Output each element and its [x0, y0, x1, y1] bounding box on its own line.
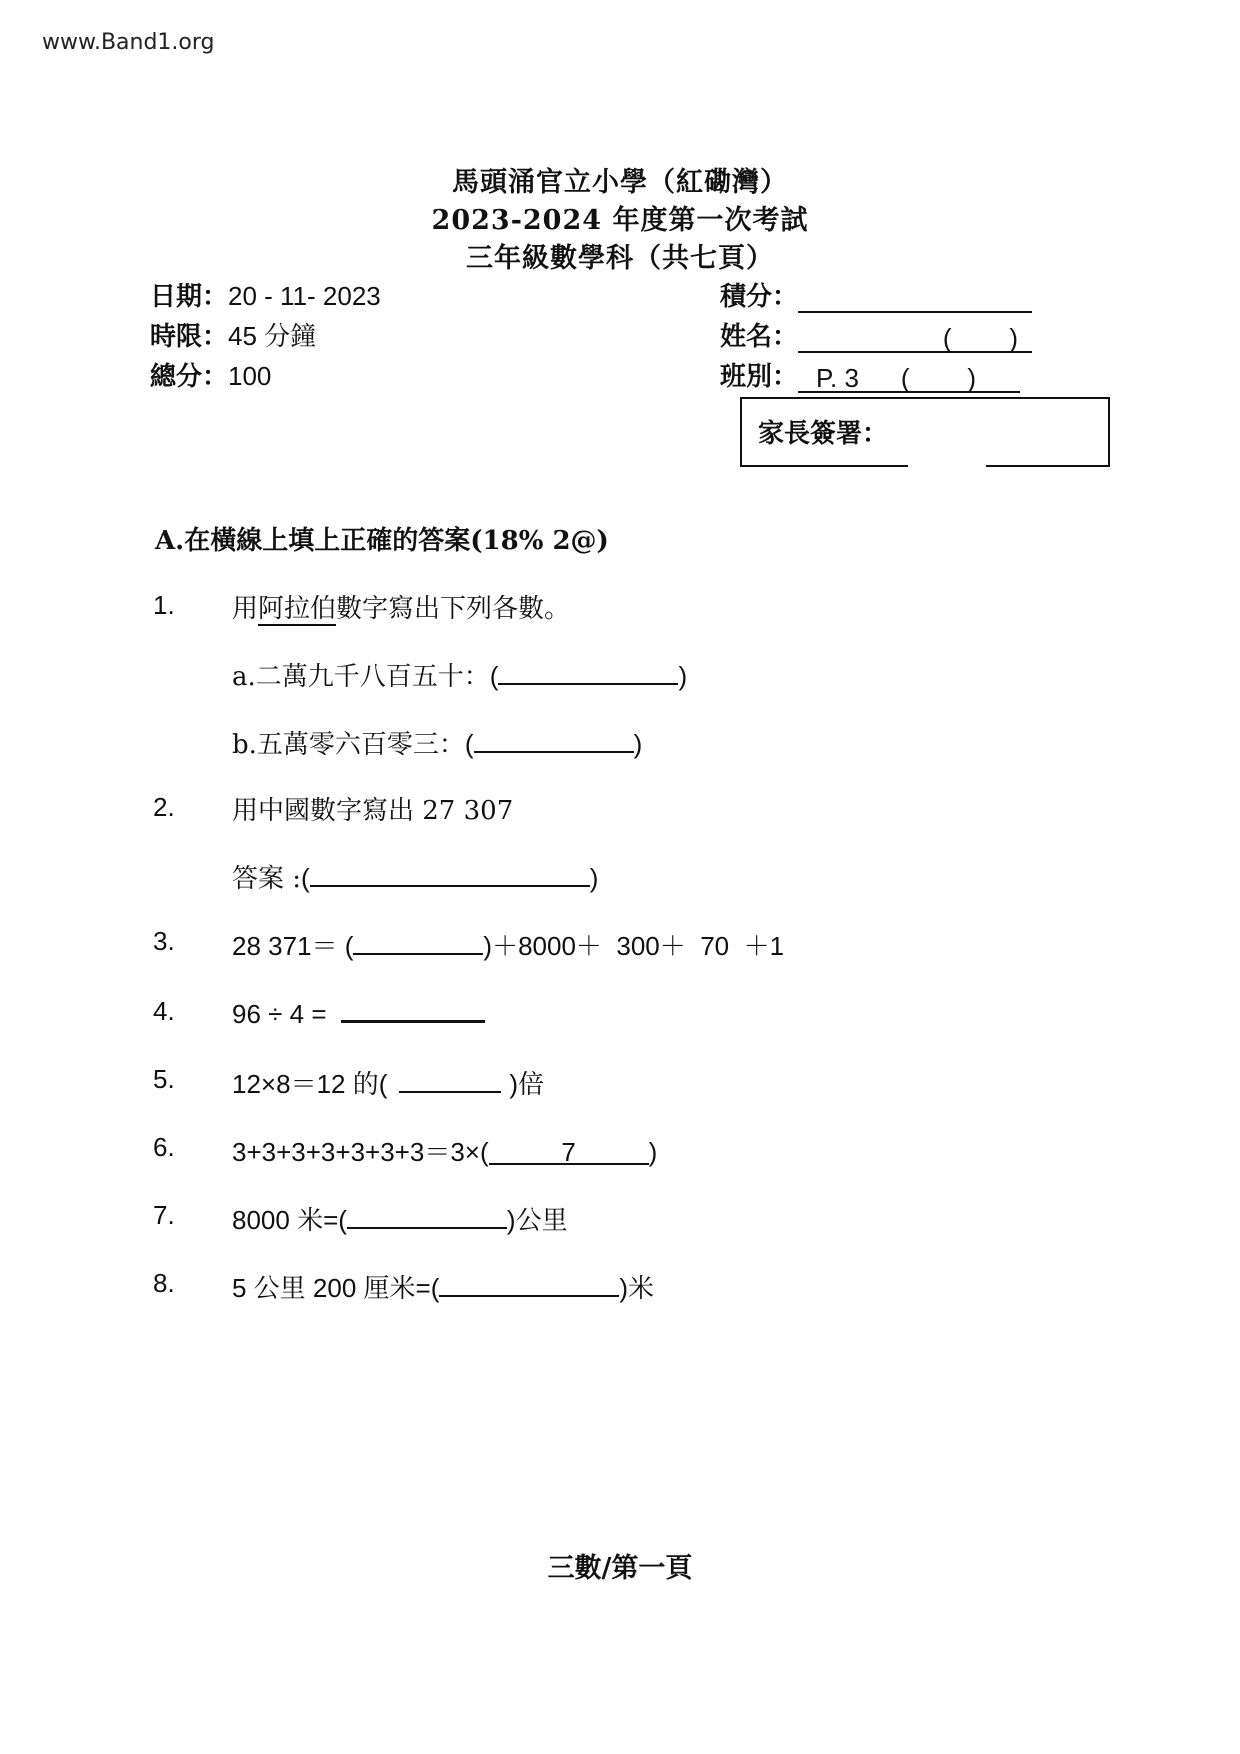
signature-line-left [740, 465, 908, 467]
total-value: 100 [228, 361, 272, 391]
date-row [150, 276, 381, 313]
score-row [720, 276, 1032, 313]
q5-left: 12×8＝12 的 [232, 1069, 379, 1099]
q4-blank[interactable] [341, 996, 485, 1023]
q1b-text: b.五萬零六百零三： [232, 730, 465, 760]
q4-expression: 96 ÷ 4 = [232, 999, 327, 1029]
q1a-blank[interactable] [498, 657, 678, 685]
page-footer: 三數/第一頁 [547, 1553, 693, 1584]
q5-text: 12×8＝12 的( )倍 [232, 1064, 544, 1101]
signature-line-right [986, 465, 1110, 467]
q2-number: 2. [153, 792, 175, 822]
date-label: 日期： [150, 282, 229, 312]
class-number: ( ) [900, 363, 977, 393]
q3-text: 28 371＝ ( )＋8000＋ 300＋ 70 ＋1 [232, 926, 784, 963]
q3-blank[interactable] [353, 927, 483, 955]
q6-text: 3+3+3+3+3+3+3＝3×( 7 ) [232, 1137, 658, 1167]
q1a-text: a.二萬九千八百五十： [232, 662, 490, 692]
q3-number: 3. [153, 926, 175, 956]
q7-number: 7. [153, 1200, 175, 1230]
time-label: 時限： [150, 322, 229, 352]
total-row [150, 356, 271, 393]
q3-right: ＋8000＋ 300＋ 70 ＋1 [492, 931, 785, 961]
name-label: 姓名： [720, 322, 799, 352]
score-label: 積分： [720, 282, 799, 312]
name-row [720, 316, 1032, 353]
q1a: a.二萬九千八百五十：( ) [232, 656, 687, 693]
total-label: 總分： [150, 362, 229, 392]
class-row [720, 356, 1020, 393]
q4-number: 4. [153, 996, 175, 1026]
q6-answer[interactable]: 7 [489, 1137, 649, 1165]
class-value: P. 3 [816, 363, 859, 393]
q8-left: 5 公里 200 厘米= [232, 1273, 431, 1303]
q8-text: 5 公里 200 厘米=( )米 [232, 1268, 654, 1305]
q1b-blank[interactable] [474, 725, 634, 753]
q7-right: 公里 [515, 1206, 568, 1236]
time-row [150, 316, 316, 353]
name-class-no: ( ) [942, 323, 1019, 353]
parent-signature-label: 家長簽署： [758, 419, 889, 449]
time-value: 45 分鐘 [228, 321, 317, 351]
section-a-title: A.在橫線上填上正確的答案(18% 2@) [155, 526, 609, 556]
q4-text [232, 996, 485, 1030]
q8-blank[interactable] [439, 1269, 619, 1297]
q5-number: 5. [153, 1064, 175, 1094]
q3-left: 28 371＝ [232, 931, 345, 961]
q6-left: 3+3+3+3+3+3+3＝3× [232, 1137, 480, 1167]
name-field[interactable] [798, 323, 1032, 353]
class-label: 班別： [720, 362, 799, 392]
q2-answer: 答案 :( ) [232, 858, 598, 895]
q6-number: 6. [153, 1132, 175, 1162]
q1-text [232, 588, 570, 625]
q8-right: 米 [628, 1274, 655, 1304]
subject-title: 三年級數學科（共七頁） [466, 243, 774, 274]
q1b: b.五萬零六百零三：( ) [232, 724, 642, 761]
q2-answer-label: 答案 : [232, 864, 302, 894]
score-field[interactable] [798, 283, 1032, 313]
q7-left: 8000 米= [232, 1205, 339, 1235]
q5-right: 倍 [518, 1070, 545, 1100]
school-name: 馬頭涌官立小學（紅磡灣） [452, 167, 788, 198]
q8-number: 8. [153, 1268, 175, 1298]
date-value: 20 - 11- 2023 [228, 281, 381, 311]
q1-underlined: 阿拉伯 [258, 594, 337, 624]
watermark: www.Band1.org [42, 30, 215, 55]
parent-signature-box[interactable] [740, 397, 1110, 465]
q1-number: 1. [153, 590, 175, 620]
q2-text: 用中國數字寫出 27 307 [232, 796, 514, 826]
q7-text: 8000 米=( )公里 [232, 1200, 568, 1237]
exam-title: 2023-2024 年度第一次考試 [431, 205, 809, 236]
q7-blank[interactable] [347, 1201, 507, 1229]
q1-suffix: 數字寫出下列各數。 [336, 594, 571, 624]
q5-blank[interactable] [399, 1065, 501, 1093]
class-field[interactable] [798, 363, 1020, 393]
q2-blank[interactable] [310, 859, 590, 887]
q1-prefix: 用 [232, 594, 259, 624]
